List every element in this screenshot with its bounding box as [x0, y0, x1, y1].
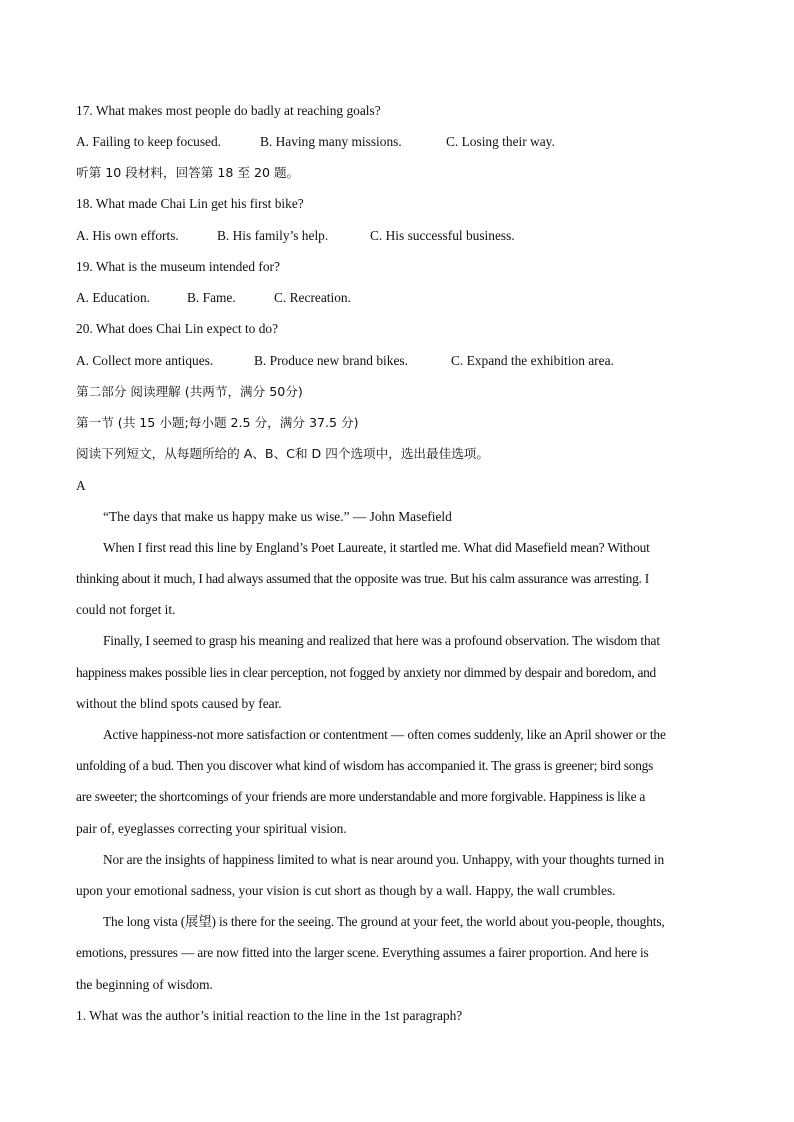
option-a: A. Education.: [76, 290, 151, 305]
question-17-options: [76, 134, 726, 150]
option-b: B. Produce new brand bikes.: [254, 353, 408, 368]
option-c: C. Losing their way.: [446, 134, 555, 149]
passage-line: Nor are the insights of happiness limited to what is near around you. Unhappy, with your thoughts turned in: [103, 852, 665, 867]
passage-line: thinking about it much, I had always assumed that the opposite was true. But his calm assurance was arresting. I: [76, 571, 649, 586]
passage-line: upon your emotional sadness, your vision is cut short as though by a wall. Happy, the wall crumbles.: [76, 883, 616, 898]
passage-line: When I first read this line by England’s Poet Laureate, it startled me. What did Masefield mean? Without: [103, 540, 650, 555]
option-b: B. His family’s help.: [217, 228, 329, 243]
question-18: 18. What made Chai Lin get his first bike?: [76, 196, 304, 211]
passage-line: without the blind spots caused by fear.: [76, 696, 282, 711]
question-20: 20. What does Chai Lin expect to do?: [76, 321, 279, 336]
reading-instruction: 阅读下列短文，从每题所给的 A、B、C和 D 四个选项中，选出最佳选项。: [76, 446, 489, 461]
option-c: C. Expand the exhibition area.: [451, 353, 614, 368]
passage-line: Finally, I seemed to grasp his meaning and realized that here was a profound observation. The wisdom that: [103, 633, 660, 648]
option-a: A. Collect more antiques.: [76, 353, 214, 368]
passage-line: unfolding of a bud. Then you discover what kind of wisdom has accompanied it. The grass is greener; bird songs: [76, 758, 654, 773]
passage-line: happiness makes possible lies in clear perception, not fogged by anxiety nor dimmed by despair and boredom, and: [76, 665, 656, 680]
question-20-options: [76, 353, 726, 369]
passage-label: A: [76, 478, 86, 493]
passage-line: pair of, eyeglasses correcting your spiritual vision.: [76, 821, 347, 836]
question-1: 1. What was the author’s initial reaction to the line in the 1st paragraph?: [76, 1008, 463, 1023]
option-b: B. Having many missions.: [260, 134, 402, 149]
option-a: A. Failing to keep focused.: [76, 134, 222, 149]
passage-line: could not forget it.: [76, 602, 176, 617]
question-19: 19. What is the museum intended for?: [76, 259, 280, 274]
option-c: C. Recreation.: [274, 290, 351, 305]
passage-line: the beginning of wisdom.: [76, 977, 213, 992]
option-c: C. His successful business.: [370, 228, 515, 243]
passage-line: emotions, pressures — are now fitted into the larger scene. Everything assumes a fairer proportion. And here is: [76, 945, 649, 960]
passage-quote: “The days that make us happy make us wise.” — John Masefield: [103, 509, 452, 524]
option-b: B. Fame.: [187, 290, 236, 305]
section-10-instruction: 听第 10 段材料，回答第 18 至 20 题。: [76, 165, 300, 180]
option-a: A. His own efforts.: [76, 228, 179, 243]
question-18-options: [76, 228, 726, 244]
section-1-heading: 第一节 (共 15 小题;每小题 2.5 分，满分 37.5 分): [76, 415, 359, 430]
passage-line: Active happiness-not more satisfaction or contentment — often comes suddenly, like an April shower or the: [103, 727, 666, 742]
passage-line: The long vista (展望) is there for the seeing. The ground at your feet, the world about you-people, thoughts,: [103, 914, 665, 929]
passage-line: are sweeter; the shortcomings of your friends are more understandable and more forgivable. Happiness is like a: [76, 789, 646, 804]
question-17: 17. What makes most people do badly at reaching goals?: [76, 103, 381, 118]
part-2-heading: 第二部分 阅读理解 (共两节，满分 50分): [76, 384, 303, 399]
question-19-options: [76, 290, 726, 306]
